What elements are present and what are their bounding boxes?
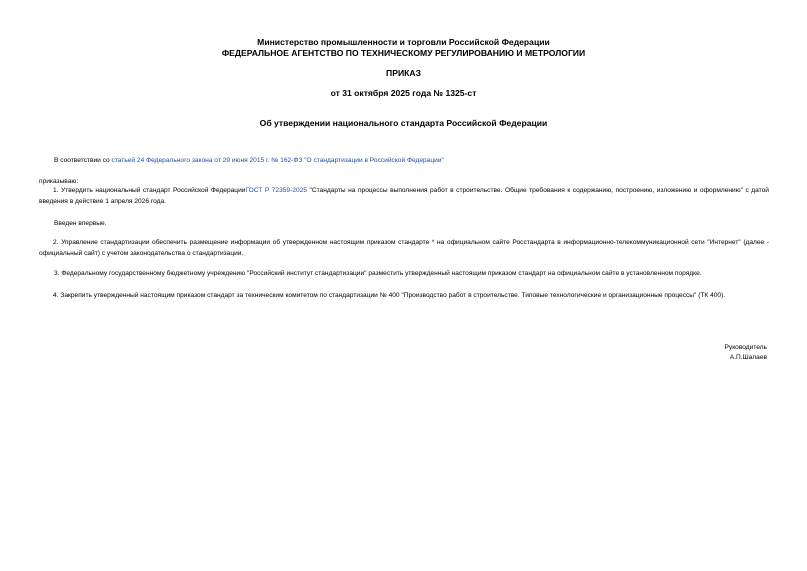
item-1-prefix: 1. Утвердить национальный стандарт Российской Федерации bbox=[53, 187, 246, 194]
doc-type: ПРИКАЗ bbox=[386, 68, 421, 78]
intro-paragraph bbox=[54, 156, 444, 166]
item-3: 3. Федеральному государственному бюджетному учреждению "Российский институт стандартизации" разместить утвержденный настоящим приказом стандарт на официальном сайте в установленном порядке. bbox=[54, 270, 702, 277]
gost-link[interactable]: ГОСТ Р 72359-2025 bbox=[245, 187, 307, 194]
item-2 bbox=[39, 238, 769, 259]
signature-title: Руководитель bbox=[724, 344, 767, 351]
item-2-text: 2. Управление стандартизации обеспечить размещение информации об утвержденном настоящим приказом стандарте * на официальном сайте Росстандарта в информационно-телекоммуникационной сети "Интернет" (далее - официальный сайт) с учетом законодательства о стандартизации. bbox=[39, 239, 769, 257]
item-4 bbox=[39, 291, 769, 302]
ministry-title: Министерство промышленности и торговли Российской Федерации bbox=[257, 37, 550, 47]
law-link[interactable]: статьей 24 Федерального закона от 29 июня 2015 г. № 162-ФЗ "О стандартизации в Российской Федерации" bbox=[111, 157, 444, 164]
doc-subject: Об утверждении национального стандарта Российской Федерации bbox=[259, 118, 548, 128]
item-4-text: 4. Закрепить утвержденный настоящим приказом стандарт за техническим комитетом по стандартизации № 400 "Производство работ в строительстве. Типовые технологические и организационные процессы" (ТК 400). bbox=[53, 292, 726, 299]
item-1 bbox=[39, 186, 769, 207]
order-word: приказываю: bbox=[39, 178, 79, 185]
item-1-suffix: "Стандарты на процессы выполнения работ в строительстве. Общие требования к содержанию, построению, изложению и оформлению" с датой введения в действие 1 апреля 2026 года. bbox=[39, 187, 769, 205]
doc-date-number: от 31 октября 2025 года № 1325-ст bbox=[330, 88, 477, 98]
introduced-note: Введен впервые. bbox=[54, 220, 107, 227]
intro-prefix: В соответствии со bbox=[54, 157, 112, 164]
signature-name: А.П.Шалаев bbox=[729, 354, 767, 361]
agency-title: ФЕДЕРАЛЬНОЕ АГЕНТСТВО ПО ТЕХНИЧЕСКОМУ РЕГУЛИРОВАНИЮ И МЕТРОЛОГИИ bbox=[221, 48, 586, 58]
